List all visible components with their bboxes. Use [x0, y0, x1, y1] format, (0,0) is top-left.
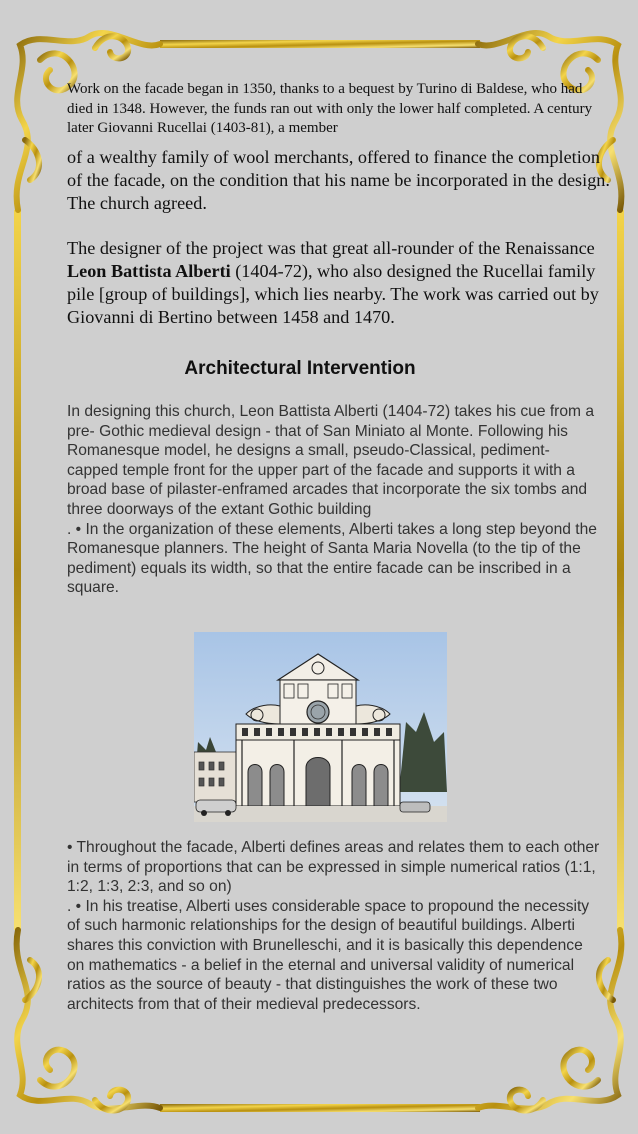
designer-text-before: The designer of the project was that great all-rounder of the Renaissance — [67, 238, 595, 258]
designer-text-after: (1404-72), who also designed the Rucellai family pile [group of buildings], which lies nearby. The work was carried out by Giovanni di Bertino between 1458 and 1470. — [67, 261, 599, 327]
intervention-paragraph-2: . • In the organization of these elements, Alberti takes a long step beyond the Romanesque planners. The height of Santa Maria Novella (to the tip of the pediment) equals its width, so that the entire facade can be inscribed in a square. — [67, 520, 597, 597]
intervention-paragraph-1: In designing this church, Leon Battista Alberti (1404-72) takes his cue from a pre- Gothic medieval design - that of San Miniato al Monte. Following his Romanesque model, he designs a small, pseudo-Classical, pediment- capped temple front for the upper part of the facade and supports it with a broad base of pilaster-enframed arcades that incorporate the six tombs and three doorways of the extant Gothic building — [67, 403, 595, 518]
section-heading: Architectural Intervention — [184, 358, 416, 379]
proportion-text — [67, 838, 602, 1014]
intervention-text — [67, 402, 602, 598]
proportion-paragraph-1: • Throughout the facade, Alberti defines areas and relates them to each other in terms of proportions that can be expressed in simple numerical ratios (1:1, 1:2, 1:3, 2:3, and so on) — [67, 839, 600, 896]
designer-paragraph — [67, 237, 612, 329]
proportion-paragraph-2: . • In his treatise, Alberti uses considerable space to propound the necessity of such harmonic relationships for the design of beautiful buildings. Alberti shares this conviction with Brunelleschi, and it is basically this dependence on mathematics - a belief in the eternal and universal validity of numerical ratios as the source of beauty - that distinguishes the work of these two architects from that of their medieval predecessors. — [67, 897, 590, 1013]
intro-paragraph-small: Work on the facade began in 1350, thanks to a bequest by Turino di Baldese, who had died in 1348. However, the funds ran out with only the lower half completed. A century later Giovanni Rucellai (1403-81), a member — [67, 81, 593, 136]
church-facade-image — [194, 632, 447, 822]
designer-name: Leon Battista Alberti — [67, 261, 231, 281]
intro-paragraph-large: of a wealthy family of wool merchants, offered to finance the completion of the facade, on the condition that his name be incorporated in the design. The church agreed. — [67, 147, 610, 213]
